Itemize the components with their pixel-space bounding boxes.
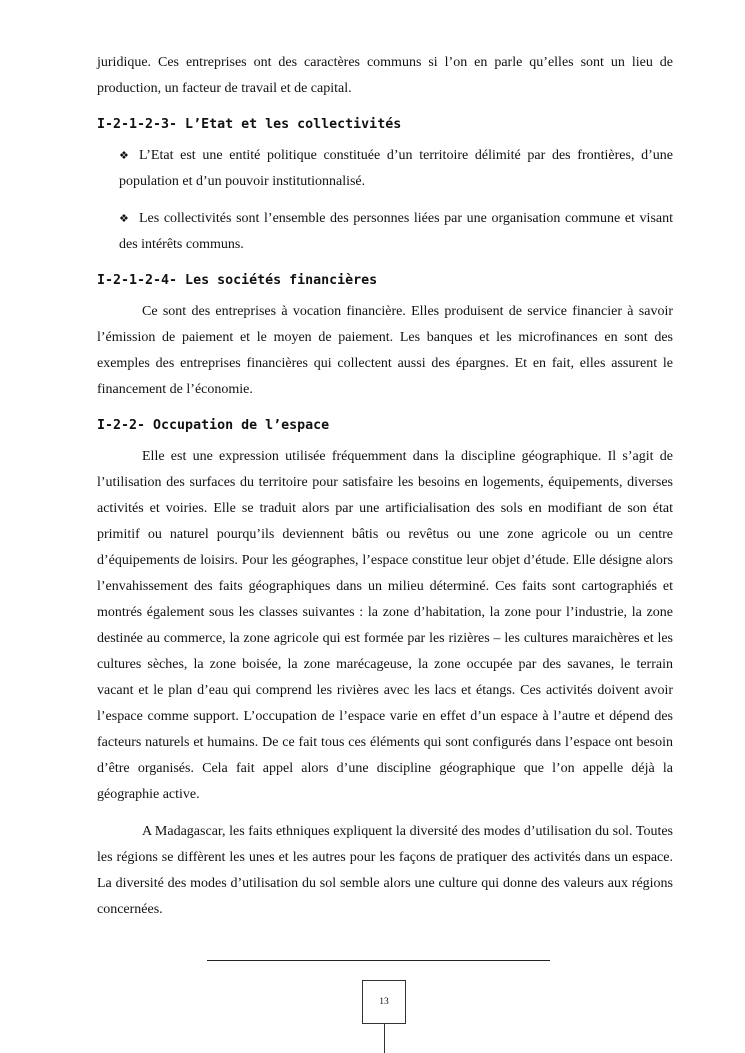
bullet-collectivites	[97, 206, 673, 258]
heading-etat-collectivites: I-2-1-2-3- L’Etat et les collectivités	[97, 117, 402, 132]
page-number-box	[362, 980, 406, 1024]
bullet-etat-text: L’Etat est une entité politique constituée d’un territoire délimité par des frontières, d’une population et d’un pouvoir institutionnalisé.	[119, 148, 673, 189]
heading-societes-financieres: I-2-1-2-4- Les sociétés financières	[97, 273, 378, 288]
footer-divider	[207, 960, 550, 961]
paragraph-madagascar: A Madagascar, les faits ethniques expliquent la diversité des modes d’utilisation du sol. Toutes les régions se diffèrent les unes et les autres pour les façons de pratiquer des activités dans un espace. La diversité des modes d’utilisation du sol semble alors une culture qui donne des valeurs aux régions concernées.	[97, 824, 673, 917]
diamond-bullet-icon: ❖	[119, 213, 129, 225]
page-number-stem	[384, 1024, 385, 1053]
diamond-bullet-icon: ❖	[119, 150, 129, 162]
intro-paragraph: juridique. Ces entreprises ont des caractères communs si l’on en parle qu’elles sont un lieu de production, un facteur de travail et de capital.	[97, 55, 673, 96]
bullet-collectivites-text: Les collectivités sont l’ensemble des personnes liées par une organisation commune et visant des intérêts communs.	[119, 211, 673, 252]
heading-occupation-espace: I-2-2- Occupation de l’espace	[97, 418, 330, 433]
bullet-etat	[97, 143, 673, 195]
page-number: 13	[379, 997, 389, 1007]
paragraph-occupation-espace: Elle est une expression utilisée fréquemment dans la discipline géographique. Il s’agit de l’utilisation des surfaces du territoire pour satisfaire les besoins en logements, équipements, diverses activités et voiries. Elle se traduit alors par une artificialisation des sols en modifiant de son état primitif ou naturel pourqu’ils deviennent bâtis ou revêtus ou une zone agricole ou un centre d’équipements de loisirs. Pour les géographes, l’espace constitue leur objet d’étude. Elle désigne alors l’envahissement des faits géographiques dans un milieu déterminé. Ces faits sont cartographiés et montrés également sous les classes suivantes : la zone d’habitation, la zone pour l’industrie, la zone destinée au commerce, la zone agricole qui est formée par les rizières – les cultures maraichères et les cultures sèches, la zone boisée, la zone marécageuse, la zone occupée par des savanes, le terrain vacant et le plan d’eau qui comprend les rivières avec les lacs et étangs. Ces activités doivent avoir l’espace comme support. L’occupation de l’espace varie en effet d’un espace à l’autre et dépend des facteurs naturels et humains. De ce fait tous ces éléments qui sont configurés dans l’espace ont besoin d’être organisés. Cela fait appel alors d’une discipline géographique que l’on appelle déjà la géographie active.	[97, 449, 673, 802]
page-body	[97, 50, 673, 923]
paragraph-societes-financieres: Ce sont des entreprises à vocation financière. Elles produisent de service financier à savoir l’émission de paiement et le moyen de paiement. Les banques et les microfinances en sont des exemples des entreprises financières qui collectent aussi des épargnes. Et en fait, elles assurent le financement de l’économie.	[97, 304, 673, 397]
